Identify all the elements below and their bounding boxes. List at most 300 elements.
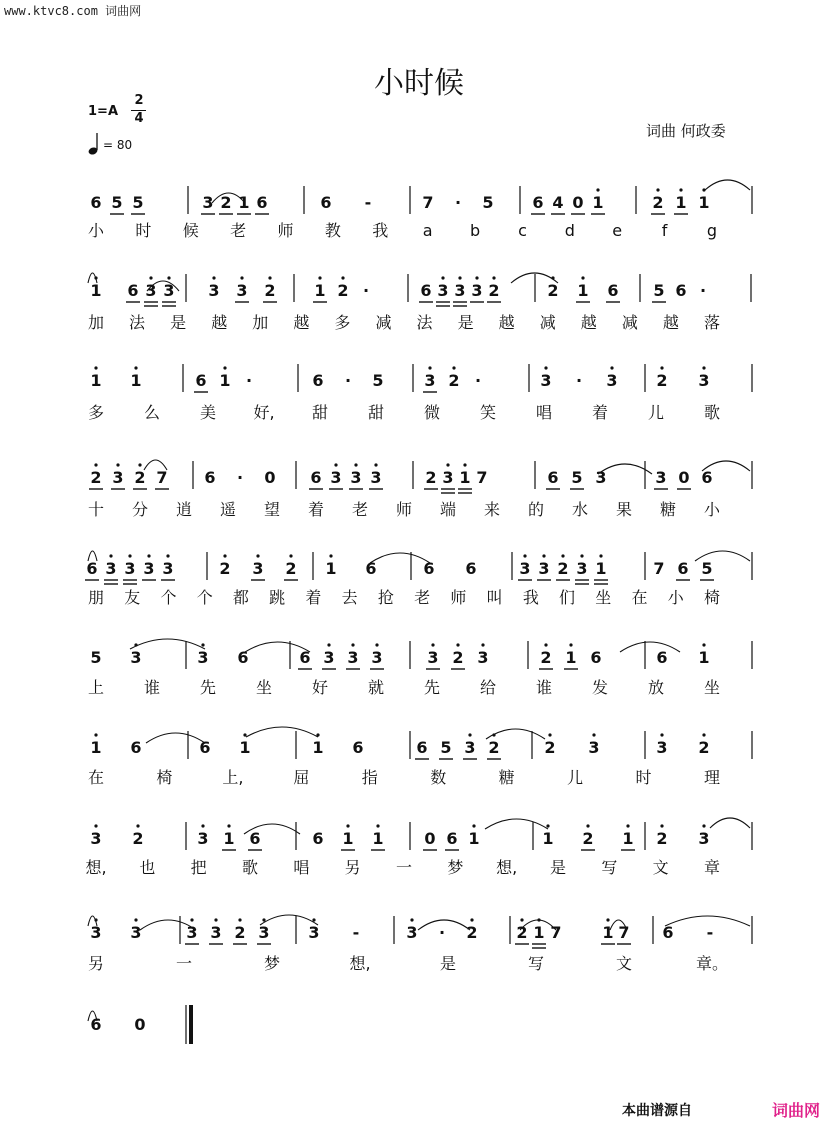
octave-dot <box>702 824 705 827</box>
note: 6 <box>195 371 207 390</box>
note: 1 <box>698 648 710 667</box>
octave-dot <box>109 554 112 557</box>
note: 3 <box>197 648 209 667</box>
lyric-char: 减 <box>375 313 392 332</box>
lyric-char: 小 <box>87 221 105 240</box>
octave-dot <box>431 643 434 646</box>
lyric-char: 么 <box>143 403 161 422</box>
lyric-char: 落 <box>703 313 721 332</box>
lyric-char: 糖 <box>498 768 515 787</box>
note: 2 <box>219 559 231 578</box>
octave-dot <box>592 733 595 736</box>
lyric-char: 写 <box>527 954 545 973</box>
note: 3 <box>540 371 552 390</box>
lyric-char: 老 <box>230 221 247 240</box>
octave-dot <box>546 824 549 827</box>
lyric-char: 想, <box>496 858 518 877</box>
note: 5 <box>482 193 494 212</box>
octave-dot <box>475 276 478 279</box>
octave-dot <box>138 463 141 466</box>
note: 3 <box>90 829 102 848</box>
note: 3 <box>371 648 383 667</box>
octave-dot <box>134 918 137 921</box>
lyric-char: 是 <box>439 954 457 973</box>
note: 2 <box>557 559 569 578</box>
lyric-char: 一 <box>395 858 413 877</box>
octave-dot <box>201 643 204 646</box>
lyric-char: 文 <box>652 858 669 877</box>
note: 3 <box>130 923 142 942</box>
lyric-char: 章 <box>703 858 721 877</box>
final-bar-thick <box>189 1005 193 1044</box>
note: 6 <box>662 923 674 942</box>
lyric-char: 想, <box>85 858 107 877</box>
octave-dot <box>441 276 444 279</box>
note: 3 <box>698 371 710 390</box>
tie-slur <box>485 819 548 829</box>
octave-dot <box>376 824 379 827</box>
score-row <box>88 1011 146 1034</box>
lyric-char: 甜 <box>311 403 329 422</box>
octave-dot <box>468 733 471 736</box>
note: 6 <box>423 559 435 578</box>
note: 6 <box>130 738 142 757</box>
note: 6 <box>656 648 668 667</box>
note: 3 <box>471 281 483 300</box>
lyric-char: 一 <box>175 954 193 973</box>
note: 2 <box>488 281 500 300</box>
note: 3 <box>595 468 607 487</box>
note: 3 <box>655 468 667 487</box>
note: 2 <box>90 468 102 487</box>
lyric-char: 另 <box>344 858 361 877</box>
note: 2 <box>448 371 460 390</box>
octave-dot <box>190 918 193 921</box>
octave-dot <box>544 643 547 646</box>
note: 1 <box>542 829 554 848</box>
lyric-char: 甜 <box>367 403 385 422</box>
note: · <box>474 371 482 390</box>
note: 3 <box>145 281 157 300</box>
note: 6 <box>86 559 98 578</box>
note: 3 <box>258 923 270 942</box>
note: 6 <box>312 371 324 390</box>
octave-dot <box>243 733 246 736</box>
lyric-char: 都 <box>232 588 249 607</box>
lyric-char: a <box>422 221 433 240</box>
lyric-char: 谁 <box>143 678 161 697</box>
note: 2 <box>698 738 710 757</box>
lyric-char: 指 <box>361 768 378 787</box>
octave-dot <box>548 733 551 736</box>
note: - <box>352 923 360 942</box>
octave-dot <box>166 554 169 557</box>
lyric-char: 教 <box>324 221 341 240</box>
octave-dot <box>542 554 545 557</box>
note: 6 <box>465 559 477 578</box>
octave-dot <box>346 824 349 827</box>
lyric-char: 谁 <box>535 678 553 697</box>
note: 1 <box>622 829 634 848</box>
octave-dot <box>660 733 663 736</box>
note: 2 <box>220 193 232 212</box>
octave-dot <box>262 918 265 921</box>
lyric-char: 唱 <box>535 403 553 422</box>
octave-dot <box>201 824 204 827</box>
lyric-char: 文 <box>615 954 633 973</box>
octave-dot <box>428 366 431 369</box>
tie-slur <box>710 818 750 828</box>
note: 2 <box>234 923 246 942</box>
lyric-char: 师 <box>277 221 294 240</box>
octave-dot <box>289 554 292 557</box>
note: 3 <box>442 468 454 487</box>
octave-dot <box>481 643 484 646</box>
octave-dot <box>341 276 344 279</box>
lyric-char: 梦 <box>447 858 464 877</box>
octave-dot <box>167 276 170 279</box>
lyric-char: 理 <box>703 768 721 787</box>
note: 2 <box>516 923 528 942</box>
note: 7 <box>550 923 562 942</box>
note: - <box>364 193 372 212</box>
note: 1 <box>533 923 545 942</box>
octave-dot <box>327 643 330 646</box>
octave-dot <box>94 824 97 827</box>
octave-dot <box>472 824 475 827</box>
note: 2 <box>132 829 144 848</box>
note: 1 <box>342 829 354 848</box>
note: 2 <box>488 738 500 757</box>
note: 5 <box>571 468 583 487</box>
note: - <box>706 923 714 942</box>
lyric-char: 坐 <box>255 678 273 697</box>
octave-dot <box>656 188 659 191</box>
lyric-char: e <box>612 221 623 240</box>
lyric-char: 越 <box>662 313 679 332</box>
note: 6 <box>90 1015 102 1034</box>
score-row <box>88 364 752 422</box>
octave-dot <box>227 824 230 827</box>
octave-dot <box>456 643 459 646</box>
note: 1 <box>698 193 710 212</box>
note: 3 <box>477 648 489 667</box>
note: 1 <box>675 193 687 212</box>
note: 5 <box>132 193 144 212</box>
lyric-char: 师 <box>395 500 413 519</box>
lyric-char: 先 <box>423 678 441 697</box>
lyric-char: 法 <box>129 313 146 332</box>
note: 6 <box>127 281 139 300</box>
lyric-char: 朋 <box>87 588 105 607</box>
note: 3 <box>186 923 198 942</box>
note: 0 <box>572 193 584 212</box>
octave-dot <box>586 824 589 827</box>
note: 6 <box>312 829 324 848</box>
note: 6 <box>420 281 432 300</box>
song-title: 小时候 <box>374 66 464 101</box>
lyric-char: 糖 <box>659 500 677 519</box>
note: 5 <box>440 738 452 757</box>
note: 1 <box>577 281 589 300</box>
lyric-char: 叫 <box>486 588 503 607</box>
note: · <box>454 193 462 212</box>
tie-slur <box>370 553 430 563</box>
lyric-char: 是 <box>170 313 187 332</box>
note: 3 <box>427 648 439 667</box>
lyric-char: 加 <box>252 313 269 332</box>
note: 5 <box>111 193 123 212</box>
score-row <box>85 818 752 877</box>
note: 2 <box>452 648 464 667</box>
octave-dot <box>136 824 139 827</box>
note: 6 <box>416 738 428 757</box>
lyric-char: 着 <box>591 403 609 422</box>
note: 2 <box>656 371 668 390</box>
lyric-char: 唱 <box>293 858 310 877</box>
note: 2 <box>285 559 297 578</box>
note: 6 <box>90 193 102 212</box>
note: 1 <box>238 193 250 212</box>
note: 3 <box>112 468 124 487</box>
note: 6 <box>204 468 216 487</box>
lyric-char: 美 <box>199 403 217 422</box>
lyric-char: 老 <box>351 500 369 519</box>
lyric-char: 我 <box>522 588 539 607</box>
lyric-char: 微 <box>423 403 441 422</box>
lyric-char: 遥 <box>219 500 237 519</box>
note: 3 <box>437 281 449 300</box>
lyric-char: 师 <box>450 588 467 607</box>
octave-dot <box>596 188 599 191</box>
note: 1 <box>90 371 102 390</box>
tie-slur <box>620 642 680 652</box>
octave-dot <box>660 366 663 369</box>
lyric-char: 小 <box>667 588 684 607</box>
octave-dot <box>329 554 332 557</box>
note: 3 <box>370 468 382 487</box>
note: 1 <box>602 923 614 942</box>
octave-dot <box>580 554 583 557</box>
lyric-char: 分 <box>131 500 149 519</box>
octave-dot <box>94 366 97 369</box>
note: 6 <box>607 281 619 300</box>
lyric-char: 写 <box>601 858 618 877</box>
lyric-char: 着 <box>305 588 322 607</box>
note: 0 <box>264 468 276 487</box>
note: 3 <box>162 559 174 578</box>
note: 0 <box>678 468 690 487</box>
octave-dot <box>134 366 137 369</box>
octave-dot <box>94 463 97 466</box>
lyric-char: 梦 <box>263 954 281 973</box>
octave-dot <box>354 463 357 466</box>
octave-dot <box>520 918 523 921</box>
lyric-char: 在 <box>631 588 648 607</box>
lyric-char: 另 <box>87 954 105 973</box>
note: 2 <box>544 738 556 757</box>
key-signature: 1=A <box>88 104 118 119</box>
lyric-char: 逍 <box>175 500 193 519</box>
octave-dot <box>334 463 337 466</box>
lyric-char: 章。 <box>695 954 729 973</box>
note: 3 <box>330 468 342 487</box>
note: 6 <box>701 468 713 487</box>
lyric-char: 歌 <box>703 403 721 422</box>
lyric-char: 减 <box>621 313 638 332</box>
note: 4 <box>552 193 564 212</box>
lyric-char: 减 <box>539 313 556 332</box>
octave-dot <box>458 276 461 279</box>
note: 0 <box>424 829 436 848</box>
octave-dot <box>149 276 152 279</box>
note: 7 <box>618 923 630 942</box>
note: 3 <box>424 371 436 390</box>
note: 5 <box>90 648 102 667</box>
note: 1 <box>592 193 604 212</box>
note: 3 <box>236 281 248 300</box>
note: 2 <box>656 829 668 848</box>
note: 1 <box>468 829 480 848</box>
octave-dot <box>523 554 526 557</box>
tie-slur <box>705 180 750 190</box>
octave-dot <box>626 824 629 827</box>
lyric-char: 来 <box>483 500 501 519</box>
lyric-char: 越 <box>498 313 515 332</box>
octave-dot <box>492 276 495 279</box>
octave-dot <box>212 276 215 279</box>
note: 2 <box>540 648 552 667</box>
note: 2 <box>652 193 664 212</box>
lyric-char: d <box>564 221 575 240</box>
note: 1 <box>90 738 102 757</box>
lyric-char: 时 <box>135 221 152 240</box>
score-row <box>88 180 752 240</box>
lyric-char: 给 <box>479 678 497 697</box>
lyric-char: 十 <box>87 500 105 519</box>
octave-dot <box>238 918 241 921</box>
lyric-char: 的 <box>527 500 545 519</box>
note: 1 <box>325 559 337 578</box>
note: 3 <box>323 648 335 667</box>
lyric-char: 水 <box>571 500 589 519</box>
lyric-char: 候 <box>182 221 199 240</box>
octave-dot <box>128 554 131 557</box>
octave-dot <box>581 276 584 279</box>
score-row <box>88 727 752 787</box>
tempo-marking: = 80 <box>103 138 133 152</box>
lyric-char: 坐 <box>703 678 721 697</box>
note: 3 <box>606 371 618 390</box>
octave-dot <box>223 366 226 369</box>
note: 3 <box>588 738 600 757</box>
note: 1 <box>219 371 231 390</box>
note: · <box>245 371 253 390</box>
note: · <box>344 371 352 390</box>
note: 3 <box>143 559 155 578</box>
note: 3 <box>698 829 710 848</box>
note: 1 <box>565 648 577 667</box>
note: 5 <box>653 281 665 300</box>
octave-dot <box>606 918 609 921</box>
note: 3 <box>105 559 117 578</box>
lyric-char: 想, <box>349 954 371 973</box>
time-signature-top: 2 <box>134 93 144 108</box>
note: 0 <box>134 1015 146 1034</box>
note: 6 <box>590 648 602 667</box>
note: · <box>438 923 446 942</box>
note: 3 <box>538 559 550 578</box>
note: 3 <box>210 923 222 942</box>
lyric-char: 友 <box>124 588 141 607</box>
lyric-char: 们 <box>559 588 576 607</box>
note: 2 <box>134 468 146 487</box>
lyric-char: 加 <box>87 313 105 332</box>
note: 7 <box>476 468 488 487</box>
note: 3 <box>163 281 175 300</box>
note: 3 <box>90 923 102 942</box>
source-label: 本曲谱源自 <box>622 1103 692 1119</box>
note: 3 <box>464 738 476 757</box>
lyric-char: 法 <box>416 313 433 332</box>
lyric-char: 在 <box>87 768 105 787</box>
score-row <box>85 551 752 607</box>
octave-dot <box>544 366 547 369</box>
octave-dot <box>446 463 449 466</box>
note: 3 <box>252 559 264 578</box>
note: 6 <box>249 829 261 848</box>
composer-credit: 词曲 何政委 <box>646 122 726 140</box>
note: 3 <box>576 559 588 578</box>
octave-dot <box>702 643 705 646</box>
note: · <box>236 468 244 487</box>
octave-dot <box>610 366 613 369</box>
lyric-char: 坐 <box>595 588 612 607</box>
note: 3 <box>454 281 466 300</box>
note: 2 <box>264 281 276 300</box>
octave-dot <box>147 554 150 557</box>
note: 1 <box>223 829 235 848</box>
score-row <box>88 639 752 697</box>
lyric-char: 个 <box>160 588 177 607</box>
note: 3 <box>406 923 418 942</box>
note: 6 <box>299 648 311 667</box>
lyric-char: 老 <box>414 588 431 607</box>
octave-dot <box>410 918 413 921</box>
note: 1 <box>372 829 384 848</box>
lyric-char: 把 <box>190 858 207 877</box>
lyric-char: 越 <box>293 313 310 332</box>
lyric-char: 果 <box>615 500 633 519</box>
note: 2 <box>466 923 478 942</box>
lyric-char: 时 <box>635 768 652 787</box>
octave-dot <box>660 824 663 827</box>
lyric-char: 上, <box>222 768 244 787</box>
lyric-char: b <box>469 221 481 240</box>
note: 3 <box>519 559 531 578</box>
octave-dot <box>94 733 97 736</box>
note: 3 <box>208 281 220 300</box>
octave-dot <box>268 276 271 279</box>
lyric-char: 也 <box>139 858 156 877</box>
lyric-char: 就 <box>367 678 385 697</box>
score-row <box>88 460 752 519</box>
octave-dot <box>702 366 705 369</box>
note: · <box>575 371 583 390</box>
lyric-char: 跳 <box>269 588 286 607</box>
note: 6 <box>256 193 268 212</box>
lyric-char: 端 <box>439 500 457 519</box>
